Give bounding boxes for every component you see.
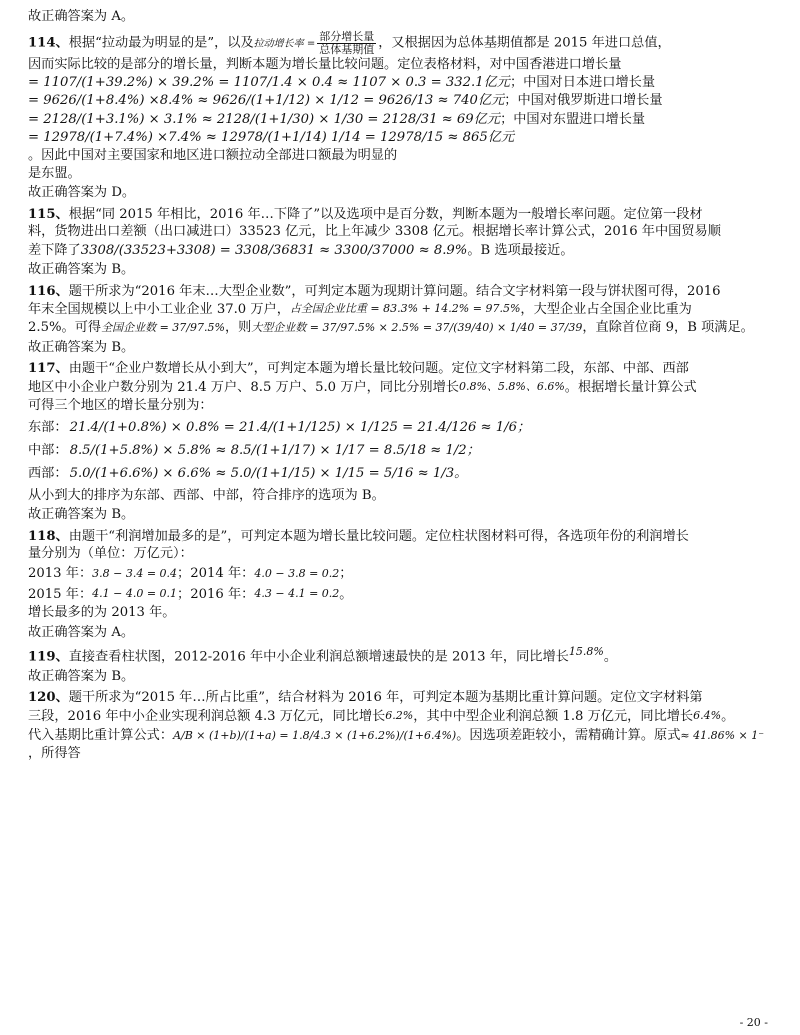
q117-text1: 由题干“企业户数增长从小到大”，可判定本题为增长量比较问题。定位文字材料第二段，东部、中部、西部 bbox=[68, 361, 689, 377]
q114-hk-line bbox=[28, 74, 776, 91]
q115-number: 115、 bbox=[28, 206, 69, 222]
q118-line-2015-2016: 2015 年： 4.1 − 4.0 = 0.1 ；2016 年： 4.3 − 4.1 = 0.2 。 bbox=[28, 586, 353, 602]
q114-jp-tail: ；中国对俄罗斯进口增长量 bbox=[504, 93, 663, 109]
q120-text4: 代入基期比重计算公式： bbox=[28, 728, 174, 744]
q118-number: 118、 bbox=[28, 528, 69, 544]
q118-2014-value: 4.0 − 3.8 = 0.2 bbox=[254, 566, 340, 580]
q114-conclusion: 是东盟。 bbox=[28, 166, 81, 182]
q117-west-line bbox=[28, 465, 776, 482]
q114-text1: 根据“拉动最为明显的是”，以及 bbox=[68, 35, 254, 51]
q114-answer: 故正确答案为 D。 bbox=[28, 185, 136, 201]
q116-text1: 题干所求为“2016 年末…大型企业数”，可判定本题为现期计算问题。结合文字材料第一段与饼状图可得，2016 bbox=[68, 283, 721, 299]
q120-text5: 。因选项差距较小，需精确计算。原式 bbox=[456, 728, 681, 744]
q118-line-2013-2014: 2013 年： 3.8 − 3.4 = 0.4 ；2014 年： 4.0 − 3.8 = 0.2 ； bbox=[28, 566, 353, 582]
q114-hk-tail: ；中国对日本进口增长量 bbox=[509, 74, 656, 90]
q116-text5: ，则 bbox=[224, 320, 252, 336]
q120-formula: A/B × (1+b)/(1+a) = 1.8/4.3 × (1+6.2%)/(1+6.4%) bbox=[173, 728, 457, 742]
q118-2015-value: 4.1 − 4.0 = 0.1 bbox=[92, 587, 178, 601]
q117-mid-line bbox=[28, 442, 776, 459]
q120-rate2: 6.4% bbox=[693, 709, 722, 723]
q117 bbox=[28, 360, 776, 523]
q120-text2: 三段，2016 年中小企业实现利润总额 4.3 万亿元，同比增长 bbox=[28, 708, 386, 724]
q118-2016-value: 4.3 − 4.1 = 0.2 bbox=[254, 587, 340, 601]
q118-answer: 故正确答案为 A。 bbox=[28, 624, 135, 640]
q119: 119、直接查看柱状图，2012-2016 年中小企业利润总额增速最快的是 2013 年，同比增长$^{15.8\%}$。 故正确答案为 B。 bbox=[28, 645, 776, 685]
q117-west-label: 西部： bbox=[28, 466, 68, 482]
q116-text3: ，大型企业占全国企业比重为 bbox=[520, 302, 692, 317]
q117-text4: 可得三个地区的增长量分别为： bbox=[28, 398, 213, 414]
q120-formula2: ≈ 41.86% × 1⁻ bbox=[680, 728, 765, 742]
q118-2013-value: 3.8 − 3.4 = 0.4 bbox=[92, 566, 178, 580]
q117-order: 从小到大的排序为东部、西部、中部，符合排序的选项为 B。 bbox=[28, 487, 385, 503]
q117-west-formula: 5.0/(1+6.6%) × 6.6% ≈ 5.0/(1+1/15) × 1/15 = 5/16 ≈ 1/3。 bbox=[69, 466, 468, 482]
q114-hk-formula: = 1107/(1+39.2%) × 39.2% = 1107/1.4 × 0.4 ≈ 1107 × 0.3 = 332.1亿元 bbox=[28, 74, 510, 90]
q120-number: 120、 bbox=[28, 690, 69, 706]
q118-2016-label: ；2016 年： bbox=[177, 586, 255, 602]
q114-text3: 因而实际比较的是部分的增长量，判断本题为增长量比较问题。定位表格材料，对中国香港进口增长量 bbox=[28, 56, 622, 72]
page-number: - 20 - bbox=[739, 1016, 768, 1029]
prev-answer: 故正确答案为 A。 bbox=[28, 9, 135, 24]
q114-number: 114、 bbox=[28, 35, 69, 51]
q117-text3: 。根据增长量计算公式 bbox=[564, 379, 697, 395]
q115-text4: 。B 选项最接近。 bbox=[467, 242, 574, 258]
q115-formula: 3308/(33523+3308) = 3308/36831 ≈ 3300/37000 ≈ 8.9% bbox=[80, 242, 468, 258]
q117-mid-formula: 8.5/(1+5.8%) × 5.8% ≈ 8.5/(1+1/17) × 1/17 = 8.5/18 ≈ 1/2； bbox=[69, 442, 480, 458]
q114-ru-tail: ；中国对东盟进口增长量 bbox=[500, 111, 646, 127]
q114-asean-line bbox=[28, 129, 776, 164]
q119-answer: 故正确答案为 B。 bbox=[28, 668, 135, 684]
q120-text3: ，其中中型企业利润总额 1.8 万亿元，同比增长 bbox=[413, 708, 694, 724]
q118-2013-label: 2013 年： bbox=[28, 566, 93, 582]
q116-line3 bbox=[28, 319, 776, 336]
q115-formula-line bbox=[28, 242, 776, 259]
q116-formula1: 占全国企业比重 = 83.3% + 14.2% = 97.5% bbox=[289, 302, 521, 316]
q117-east-line bbox=[28, 419, 776, 436]
q116-text4: 2.5%。可得 bbox=[28, 320, 102, 336]
q116-text2: 年末全国规模以上中小工业企业 37.0 万户， bbox=[28, 302, 290, 317]
q120-text1: 题干所求为“2015 年…所占比重”，结合材料为 2016 年，可判定本题为基期比重计算问题。定位文字材料第 bbox=[68, 690, 703, 706]
q114-asean-tail: 。因此中国对主要国家和地区进口额拉动全部进口额最为明显的 bbox=[28, 147, 398, 163]
q117-rates: 0.8%、5.8%、6.6% bbox=[458, 380, 565, 394]
q120-rate1: 6.2% bbox=[385, 709, 414, 723]
q120-line3 bbox=[28, 727, 776, 762]
q118-2014-label: ；2014 年： bbox=[177, 566, 255, 582]
q114-asean-formula: = 12978/(1+7.4%) ×7.4% ≈ 12978/(1+1/14) 1/14 = 12978/15 ≈ 865亿元 bbox=[28, 130, 515, 146]
q115-text1: 根据“同 2015 年相比，2016 年…下降了”以及选项中是百分数，判断本题为一般增长率问题。定位第一段材 bbox=[68, 206, 703, 222]
q114-formula-label: 拉动增长率 = bbox=[253, 38, 316, 50]
q114-ru-formula: = 2128/(1+3.1%) × 3.1% ≈ 2128/(1+1/30) × 1/30 = 2128/31 ≈ 69亿元 bbox=[28, 111, 501, 127]
q115-text2: 料，货物进出口差额（出口减进口）33523 亿元，比上年减少 3308 亿元。根据增长率计算公式，2016 年中国贸易顺 bbox=[28, 224, 721, 240]
q116-formula3: 大型企业数 = 37/97.5% × 2.5% = 37/(39/40) × 1/40 = 37/39 bbox=[251, 320, 583, 334]
q116-text6: ，直除首位商 9，B 项满足。 bbox=[582, 320, 754, 336]
q119-text: 直接查看柱状图，2012-2016 年中小企业利润总额增速最快的是 2013 年，同比增长 bbox=[68, 649, 569, 665]
q116-number: 116、 bbox=[28, 283, 69, 299]
q118-2015-label: 2015 年： bbox=[28, 586, 93, 602]
q120 bbox=[28, 689, 776, 762]
q119-rate: 15.8% bbox=[568, 645, 604, 659]
q116 bbox=[28, 283, 776, 357]
q117-number: 117、 bbox=[28, 361, 69, 377]
q117-east-label: 东部： bbox=[28, 419, 68, 435]
q116-formula2: 全国企业数 = 37/97.5% bbox=[101, 320, 225, 334]
q115-text3: 差下降了 bbox=[28, 242, 81, 258]
q119-number: 119、 bbox=[28, 649, 69, 665]
q117-mid-label: 中部： bbox=[28, 442, 68, 458]
q120-line2: 三段，2016 年中小企业实现利润总额 4.3 万亿元，同比增长 6.2% ，其中中型企业利润总额 1.8 万亿元，同比增长 6.4% 。 bbox=[28, 708, 735, 724]
q117-answer: 故正确答案为 B。 bbox=[28, 507, 135, 523]
q117-east-formula: 21.4/(1+0.8%) × 0.8% = 21.4/(1+1/125) × 1/125 = 21.4/126 ≈ 1/6； bbox=[69, 419, 531, 435]
q114-text2: ，又根据因为总体基期值都是 2015 年进口总值， bbox=[378, 35, 671, 51]
q115-answer: 故正确答案为 B。 bbox=[28, 262, 135, 278]
q117-text2: 地区中小企业户数分别为 21.4 万户、8.5 万户、5.0 万户，同比分别增长 bbox=[28, 379, 459, 395]
q114-formula: $\frac{\text{部分增长量}}{\text{总体基期值}}$ bbox=[319, 30, 375, 56]
q116-answer: 故正确答案为 B。 bbox=[28, 339, 135, 355]
q118-text2: 量分别为（单位：万亿元）： bbox=[28, 546, 193, 562]
q114-jp-formula: = 9626/(1+8.4%) ×8.4% ≈ 9626/(1+1/12) × 1/12 = 9626/13 ≈ 740亿元 bbox=[28, 93, 505, 109]
q118-text1: 由题干“利润增加最多的是”，可判定本题为增长量比较问题。定位柱状图材料可得，各选项年份的利润增长 bbox=[68, 528, 689, 544]
q114 bbox=[28, 31, 776, 201]
q115 bbox=[28, 206, 776, 279]
document-page bbox=[28, 8, 776, 763]
q114-jp-line bbox=[28, 92, 776, 109]
q118 bbox=[28, 528, 776, 642]
q116-line2 bbox=[28, 301, 776, 318]
q117-line2 bbox=[28, 379, 776, 396]
q118-conclusion: 增长最多的为 2013 年。 bbox=[28, 605, 176, 621]
q114-ru-line bbox=[28, 111, 776, 128]
q120-text6: ，所得答 bbox=[28, 745, 81, 761]
